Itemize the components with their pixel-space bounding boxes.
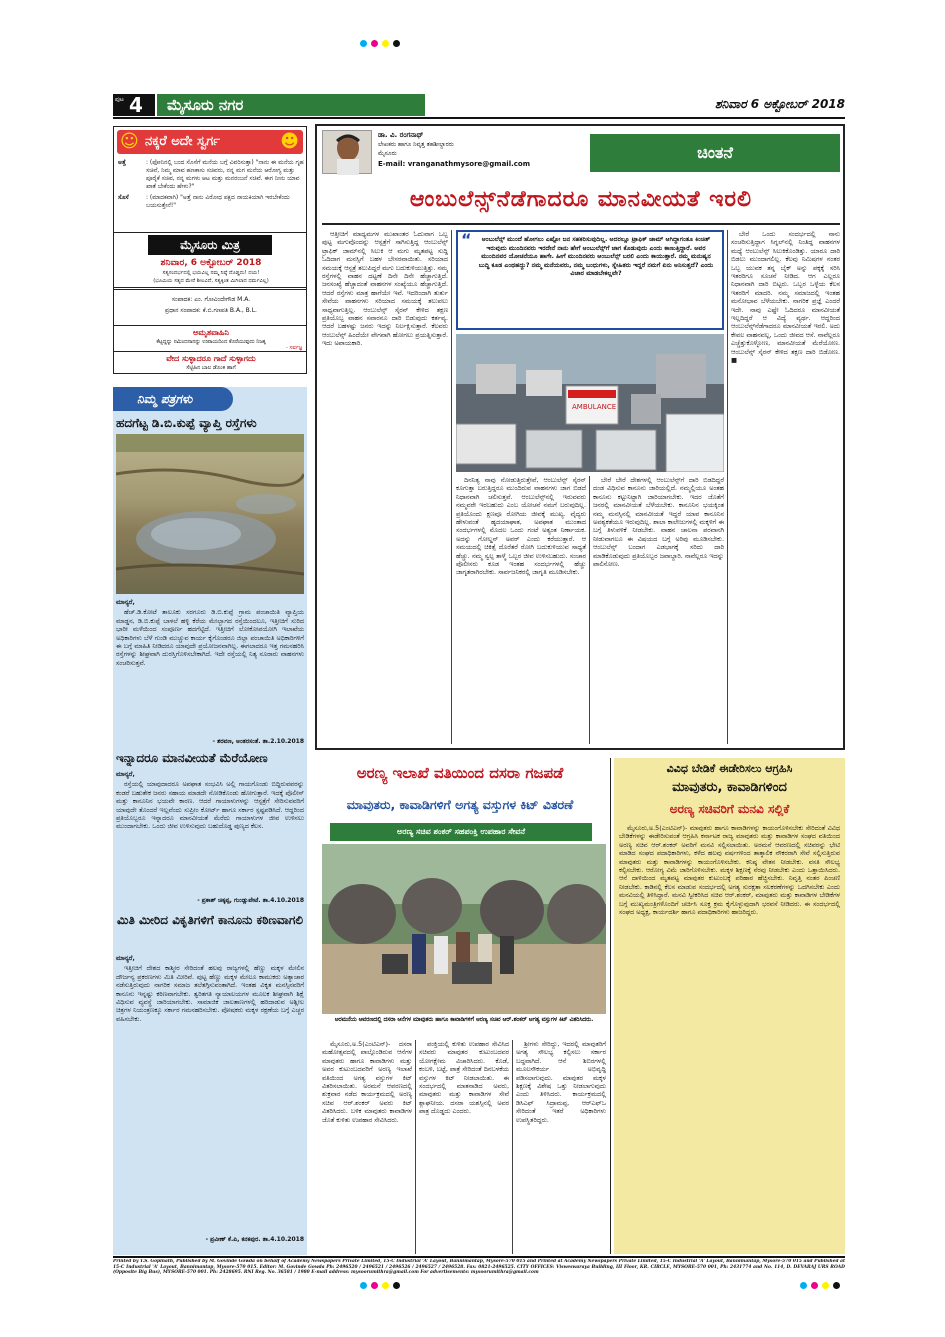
editorial-headline: ಆಂಬುಲೆನ್ಸ್‌ನೆಡೆಗಾದರೂ ಮಾನವೀಯತೆ ಇರಲಿ (409, 187, 753, 212)
author-city: ಮೈಸೂರು (378, 150, 397, 157)
letter-1-sign: - ಶರವಣ, ಅಂತರಸಂತೆ. ತಾ.2.10.2018 (212, 738, 304, 745)
story-1-subhead-bar (330, 823, 592, 841)
editorial-col-3 (593, 476, 724, 744)
editorial-col-4 (731, 230, 840, 744)
laughing-face-icon: ☺ (120, 131, 139, 152)
story-1-col-3-text: ಶ್ರೀಗಳು ಸೇರಿದ್ದು, ಇದರಲ್ಲಿ ಮಾವುತರಿಗೆ ಅಗತ್ಯ ಸೌಲಭ್ಯ ಕಲ್ಪಿಸಲು ಸರ್ಕಾರ ಬದ್ಧವಾಗಿದೆ. ಆನೆ ಶಿಬಿರಗಳಲ್ಲಿ ಮೂಲಸೌಕರ್ಯ ಅಭಿವೃದ್ಧಿ ಪಡಿಸಲಾಗುವುದು. ಮಾವುತರ ಮಕ್ಕಳ ಶಿಕ್ಷಣಕ್ಕೆ ವಿಶೇಷ ಒತ್ತು ನೀಡಲಾಗುವುದು ಎಂದು ತಿಳಿಸಿದರು. ಕಾರ್ಯಕ್ರಮದಲ್ಲಿ ಡಿಸಿಎಫ್ ಸಿದ್ರಾಮಪ್ಪ, ಆರ್‌ಎಫ್‌ಒ ಸೇರಿದಂತೆ ಇತರೆ ಅಧಿಕಾರಿಗಳು ಉಪಸ್ಥಿತರಿದ್ದರು. (516, 1040, 606, 1124)
speaker-2-line: : (ಮಾದಕವಾಗಿ) "ಅತ್ತೆ ನಾನು ವಿರೋಧ ಪಕ್ಷದ ನಾಯಕಿಯಾಗಿ ಇರಬೇಕೆಂದು ಬಯಸುತ್ತೇನೆ!" (146, 194, 290, 209)
editor-line: ಸಂಪಾದಕ: ಎಂ. ಗೋವಿಂದೇಗೌಡ M.A. (171, 296, 251, 303)
elephants-caption (322, 1016, 606, 1036)
amrutavahini-text: ಕೆಟ್ಟದ್ದನ್ನು ನಮಿಂದನಾನನ್ನು ಉಪಾಯದಿಂದ ಕೊರೆಯುವುದು ನಿಜಕ್ಕ (156, 339, 266, 345)
amrutavahini-title: ಅಮೃತವಾಹಿನಿ (193, 328, 229, 337)
letter-1-title: ಹದಗೆಟ್ಟ ಡಿ.ಬಿ.ಕುಪ್ಪೆ ವ್ಯಾಪ್ತಿ ರಸ್ತೆಗಳು (116, 416, 257, 430)
author-email[interactable]: E-mail: vranganathmysore@gmail.com (378, 160, 531, 168)
letter-3-title: ಮಿತಿ ಮೀರಿದ ವಿಕೃತಿಗಳಿಗೆ ಕಾನೂನು ಕಠಿಣವಾಗಲಿ (116, 913, 303, 927)
letter-2-text: ರಸ್ತೆಯಲ್ಲಿ ಯಾವುದಾದರೂ ಅಪಘಾತ ಸಂಭವಿಸಿ ಅಲ್ಲಿ ಗಾಯಗೊಂಡು ಬಿದ್ದಿರುವವರನ್ನು ಕಂಡರೆ ಬಹುತೇಕ ಜನರು ಸಹಾಯ ಮಾಡದೇ ನೋಡಿಕೊಂಡು ಹೋಗುತ್ತಾರೆ. ಇದಕ್ಕೆ ಪೊಲೀಸ್ ಮತ್ತು ಕಾನೂನಿನ ಭಯವೇ ಕಾರಣ. ಆದರೆ ಗಾಯಾಳುಗಳನ್ನು ಆಸ್ಪತ್ರೆಗೆ ಸೇರಿಸುವವರಿಗೆ ಯಾವುದೇ ತೊಂದರೆ ಇಲ್ಲವೆಂದು ಸುಪ್ರೀಂ ಕೋರ್ಟ್ ಹಾಗೂ ಸರ್ಕಾರ ಸ್ಪಷ್ಟಪಡಿಸಿದೆ. ಆದ್ದರಿಂದ ಪ್ರತಿಯೊಬ್ಬರೂ ಇನ್ನಾದರೂ ಮಾನವೀಯತೆ ಮೆರೆದು ಗಾಯಾಳುಗಳ ಜೀವ ಉಳಿಸಲು ಮುಂದಾಗಬೇಕು. ಒಂದು ಜೀವ ಉಳಿಸುವುದು ಬಹುದೊಡ್ಡ ಪುಣ್ಯದ ಕೆಲಸ. (116, 780, 304, 831)
proverb-2: ಸೆಟ್ಟಿಹಿನ ಬಾಲ ಡೊಂಕ ಹಾಗೆ (186, 365, 236, 371)
elephants-photo (322, 844, 606, 1014)
story-1-headline-2-text: ಮಾವುತರು, ಕಾವಾಡಿಗಳಿಗೆ ಅಗತ್ಯ ವಸ್ತುಗಳ ಕಿಟ್ ವಿತರಣೆ (346, 797, 574, 812)
pullquote-text: ಆಂಬುಲೆನ್ಸ್ ಮುಂದೆ ಹೋಗಲು ಎಷ್ಟೋ ಜನ ಸಹಕರಿಸುವುದಿಲ್ಲ. ಅದರಲ್ಲೂ ಟ್ರಾಫಿಕ್ ಜಾಮ್ ಆಗಿದ್ದಾಗಂತೂ ಕಿಂಚಿತ್ ಇರುವುದು ಮುಂದಿನವರು ಇರದೇನೆ ನಾನು ಹೇಗೆ ಆಂಬುಲೆನ್ಸ್‌ಗೆ ಜಾಗ ಕೊಡುವುದು ಎಂದು ಕಾಣುತ್ತಿದ್ದಾರೆ. ಅವರ ಮುಂದಿನವರ ಯೋಚನೆಯೂ ಹಾಗೇ. ಹೀಗೆ ಮುಂದಿನವರು ಆಂಬುಲೆನ್ಸ್ ಬರಲಿ ಎಂದು ಕಾಯುತ್ತಾರೆ. ನಮ್ಮ ಮನುಷ್ಯನ ಬುದ್ಧಿ ಕೂಡ ಎಂಥಹದ್ದು? ನಮ್ಮ ಮನೆಯವರು, ನಮ್ಮ ಬಂಧುಗಳು, ಸ್ನೇಹಿತರು ಇದ್ದರೆ ನಮಗೆ ಏನು ಅನಿಸುತ್ತದೆ? ಎಂದು ವಿಚಾರ ಮಾಡಬೇಕಲ್ಲವೇ? (478, 236, 714, 278)
masthead-logo-bar (148, 235, 272, 255)
story-2-headline-1: ವಿವಿಧ ಬೇಡಿಕೆ ಈಡೇರಿಸಲು ಆಗ್ರಹಿಸಿ (666, 762, 793, 775)
story-1-headline-1 (315, 758, 605, 788)
road-photo-illustration (116, 434, 304, 594)
story-1-col-2-text: ಪಂಕ್ತಿಯಲ್ಲಿ ಕುಳಿತು ಉಪಹಾರ ಸೇವಿಸಿದ ಸಚಿವರು ಮಾವುತರ ಕುಟುಂಬದವರ ಯೋಗಕ್ಷೇಮ ವಿಚಾರಿಸಿದರು. ಕೊಡೆ, ಕಂಬಳಿ, ಬಟ್ಟೆ, ಪಾತ್ರೆ ಸೇರಿದಂತೆ ದಿನಬಳಕೆಯ ವಸ್ತುಗಳ ಕಿಟ್ ನೀಡಲಾಯಿತು. ಈ ಸಂದರ್ಭದಲ್ಲಿ ಮಾತನಾಡಿದ ಅವರು, ಮಾವುತರು ಮತ್ತು ಕಾವಾಡಿಗಳ ಸೇವೆ ಶ್ಲಾಘನೀಯ. ದಸರಾ ಯಶಸ್ಸಿನಲ್ಲಿ ಅವರ ಪಾತ್ರ ದೊಡ್ಡದು ಎಂದರು. (419, 1040, 509, 1116)
column-name-bar (590, 134, 840, 172)
elephants-photo-illustration (322, 844, 606, 1014)
story-1-col-2 (419, 1040, 509, 1254)
story-1-subhead: ಅರಣ್ಯ ಸಚಿವ ಶಂಕರ್ ಸಹಪಂಕ್ತಿ ಉಪಹಾರ ಸೇವನೆ (396, 827, 526, 836)
letter-2-body (116, 770, 304, 896)
story-1-col-3 (516, 1040, 606, 1254)
story-1-divider-2 (512, 1040, 513, 1254)
nakkare-title-bar (117, 130, 303, 154)
page-number-box (113, 94, 155, 116)
editorial-col-4-text: ಬೇರೆ ಒಂದು ಸಂದರ್ಭದಲ್ಲಿ ನಾನು ಸಂಚರಿಸುತ್ತಿದ್ದಾಗ ಸಿಗ್ನಲ್‌ನಲ್ಲಿ ನಿಂತಿದ್ದ ವಾಹನಗಳ ಮಧ್ಯೆ ಆಂಬುಲೆನ್ಸ್ ಸಿಲುಕಿಕೊಂಡಿತ್ತು. ಯಾರೂ ದಾರಿ ಬಿಡಲು ಮುಂದಾಗಲಿಲ್ಲ. ಕೆಲವು ನಿಮಿಷಗಳ ನಂತರ ಒಬ್ಬ ಯುವಕ ತನ್ನ ಬೈಕ್ ಅನ್ನು ಪಕ್ಕಕ್ಕೆ ಸರಿಸಿ ಇತರರಿಗೂ ಸೂಚನೆ ನೀಡಿದ. ಆಗ ಎಲ್ಲರೂ ನಿಧಾನವಾಗಿ ದಾರಿ ಬಿಟ್ಟರು. ಒಬ್ಬರ ಒಳ್ಳೆಯ ಕೆಲಸ ಇತರರಿಗೆ ಮಾದರಿ. ನಮ್ಮ ಸಮಾಜದಲ್ಲಿ ಇಂತಹ ಮನೋಭಾವ ಬೆಳೆಯಬೇಕು. ನಾಗರಿಕ ಪ್ರಜ್ಞೆ ಎಂದರೆ ಇದೇ. ನಾವು ಎಷ್ಟೇ ಓದಿದರೂ ಮಾನವೀಯತೆ ಇಲ್ಲದಿದ್ದರೆ ಆ ವಿದ್ಯೆ ವ್ಯರ್ಥ. ಆದ್ದರಿಂದ ಆಂಬುಲೆನ್ಸ್‌ನೆಡೆಗಾದರೂ ಮಾನವೀಯತೆ ಇರಲಿ. ಅದು ಕೇವಲ ವಾಹನವಲ್ಲ, ಒಂದು ಜೀವದ ಆಸೆ. ನಾವೆಲ್ಲರೂ ಎಚ್ಚೆತ್ತುಕೊಳ್ಳೋಣ, ಮಾನವೀಯತೆ ಮೆರೆಯೋಣ. ಆಂಬುಲೆನ್ಸ್ ಸೈರನ್ ಕೇಳಿದ ತಕ್ಷಣ ದಾರಿ ಬಿಡೋಣ. ■ (731, 230, 840, 365)
story-2-headline-3: ಅರಣ್ಯ ಸಚಿವರಿಗೆ ಮನವಿ ಸಲ್ಲಿಕೆ (669, 802, 790, 816)
letter-3-salute: ಮಾನ್ಯರೆ, (116, 954, 135, 962)
quote-mark-icon: “ (461, 230, 472, 249)
registration-dots-bottom-right (800, 1282, 840, 1289)
imprint-text: Printed by T.S. Gopinath, Published by M. Govinde Gowda on behalf of Academy Newspapers Private Limited, 15-C Industrial 'A' Layout, Bannimantap, Mysore-570 015 and Printed at Academy Newspapers Private Limited, 15-C Industrial 'A' Layout, Bannimantap, Mysore-570 015 and Published at 15-C Industrial 'A' Layout, Bannimantap, Mysore-570 015. Editor: M. Govinde Gowda Ph: 2496520 / 2496521 / 2496526 / 2496527 / 2496528. Fax: 0821-2496525. CITY OFFICES: Visweswaraya Building, III Floor, KR. CIRCLE, MYSORE-570 001, Ph: 2431774 and No. 114, D. DEVARAJ URS ROAD (Opposite Big Bus), MYSORE-570 001. Ph: 2428695. RNI Reg. No. 36581 / 1980 E-mail address: mysoorumithra@gmail.com For advertisements: mysoorumithra@gmail.com (113, 1259, 845, 1276)
editorial-col-2-text: ದಿನನಿತ್ಯ ನಾವು ನೋಡುತ್ತಿರುತ್ತೇವೆ, ಆಂಬುಲೆನ್ಸ್ ಸೈರನ್ ಕೂಗುತ್ತಾ ಬರುತ್ತಿದ್ದರೂ ಮುಂದಿರುವ ವಾಹನಗಳು ಜಾಗ ಬಿಡದೆ ನಿಧಾನವಾಗಿ ಚಲಿಸುತ್ತವೆ. ಆಂಬುಲೆನ್ಸ್‌ನಲ್ಲಿ ಇರುವವರು ನಮ್ಮವರೇ ಇರಬಹುದು ಎಂಬ ಯೋಚನೆ ನಮಗೆ ಬರುವುದಿಲ್ಲ. ಪ್ರತಿಯೊಂದು ಕ್ಷಣವೂ ರೋಗಿಯ ಜೀವಕ್ಕೆ ಮುಖ್ಯ. ವೈದ್ಯರು ಹೇಳುವಂತೆ ಹೃದಯಾಘಾತ, ಅಪಘಾತ ಮುಂತಾದ ಸಂದರ್ಭಗಳಲ್ಲಿ ಮೊದಲ ಒಂದು ಗಂಟೆ ಅತ್ಯಂತ ನಿರ್ಣಾಯಕ. ಅದನ್ನು ಗೋಲ್ಡನ್ ಅವರ್ ಎಂದು ಕರೆಯುತ್ತಾರೆ. ಆ ಸಮಯದಲ್ಲಿ ಚಿಕಿತ್ಸೆ ದೊರೆತರೆ ರೋಗಿ ಬದುಕುಳಿಯುವ ಸಾಧ್ಯತೆ ಹೆಚ್ಚು. ನಮ್ಮ ಸ್ವಲ್ಪ ತಾಳ್ಮೆ ಒಬ್ಬರ ಜೀವ ಉಳಿಸಬಹುದು. ಸಂಚಾರ ಪೊಲೀಸರು ಕೂಡ ಇಂತಹ ಸಂದರ್ಭಗಳಲ್ಲಿ ಹೆಚ್ಚು ಜಾಗೃತರಾಗಿರಬೇಕು. ಸಾರ್ವಜನಿಕರಲ್ಲಿ ಜಾಗೃತಿ ಮೂಡಿಸಬೇಕು. (456, 476, 586, 577)
story-1-col-1-text: ಮೈಸೂರು,ಅ.5(ಎಂಟಿಎನ್)- ದಸರಾ ಮಹೋತ್ಸವದಲ್ಲಿ ಪಾಲ್ಗೊಂಡಿರುವ ಆನೆಗಳ ಮಾವುತರು ಹಾಗೂ ಕಾವಾಡಿಗಳು ಮತ್ತು ಅವರ ಕುಟುಂಬದವರಿಗೆ ಅರಣ್ಯ ಇಲಾಖೆ ವತಿಯಿಂದ ಅಗತ್ಯ ವಸ್ತುಗಳ ಕಿಟ್ ವಿತರಿಸಲಾಯಿತು. ಅರಮನೆ ಆವರಣದಲ್ಲಿ ಶುಕ್ರವಾರ ನಡೆದ ಕಾರ್ಯಕ್ರಮದಲ್ಲಿ ಅರಣ್ಯ ಸಚಿವ ಆರ್.ಶಂಕರ್ ಅವರು ಕಿಟ್ ವಿತರಿಸಿದರು. ಬಳಿಕ ಮಾವುತರು ಕಾವಾಡಿಗಳ ಜೊತೆ ಕುಳಿತು ಉಪಹಾರ ಸೇವಿಸಿದರು. (322, 1040, 412, 1124)
speaker-1-line: : (ಫೋನಿನಲ್ಲಿ ಬಂದ ಸೊಸೆಗೆ ಮನೆಯ ಬಗ್ಗೆ ವಿವರಿಸುತ್ತಾ) "ನಾನು ಈ ಮನೆಯ ಗೃಹ ಸಚಿವೆ, ನಿಮ್ಮ ಮಾವ ಹಣಕಾಸು ಸಚಿವರು, ನನ್ನ ಮಗ ಮನೆಯ ಆರೋಗ್ಯ ಮತ್ತು ಪೂರೈಕೆ ಸಚಿವ, ನನ್ನ ಮಗಳು ಆಟ ಮತ್ತು ಮನರಂಜನೆ ಸಚಿವೆ. ಈಗ ನೀನು ಯಾವ ಖಾತೆ ಬೇಕೆಂದು ಹೇಳು?" (146, 159, 304, 190)
chief-editor-line: ಪ್ರಧಾನ ಸಂಪಾದಕ: ಕೆ.ಬಿ.ಗಣಪತಿ B.A., B.L. (165, 307, 257, 314)
editorial-col-1 (322, 230, 448, 744)
masthead-credits (113, 290, 307, 326)
road-photo (116, 434, 304, 594)
amrutavahini-author: - ಸರ್ವಜ್ಞ (285, 345, 302, 351)
nakkare-dialogue (118, 159, 304, 210)
traffic-photo-illustration (456, 334, 724, 472)
headline-rule (322, 223, 840, 225)
editorial-col-3-text: ಬೇರೆ ಬೇರೆ ದೇಶಗಳಲ್ಲಿ ಆಂಬುಲೆನ್ಸ್‌ಗೆ ದಾರಿ ಬಿಡದಿದ್ದರೆ ದಂಡ ವಿಧಿಸುವ ಕಾನೂನು ಜಾರಿಯಲ್ಲಿದೆ. ನಮ್ಮಲ್ಲಿಯೂ ಅಂತಹ ಕಾನೂನು ಕಟ್ಟುನಿಟ್ಟಾಗಿ ಜಾರಿಯಾಗಬೇಕು. ಇದರ ಜೊತೆಗೆ ಜನರಲ್ಲಿ ಮಾನವೀಯತೆ ಬೆಳೆಯಬೇಕು. ಕಾನೂನಿನ ಭಯಕ್ಕಿಂತ ನಮ್ಮ ಮನಸ್ಸಿನಲ್ಲಿ ಮಾನವೀಯತೆ ಇದ್ದರೆ ಯಾವ ಕಾನೂನಿನ ಅವಶ್ಯಕತೆಯೂ ಇರುವುದಿಲ್ಲ. ಶಾಲಾ ಕಾಲೇಜುಗಳಲ್ಲಿ ಮಕ್ಕಳಿಗೆ ಈ ಬಗ್ಗೆ ತಿಳುವಳಿಕೆ ನೀಡಬೇಕು. ವಾಹನ ಚಾಲನಾ ಪರವಾನಗಿ ನೀಡುವಾಗಲೂ ಈ ವಿಷಯದ ಬಗ್ಗೆ ಅರಿವು ಮೂಡಿಸಬೇಕು. ಆಂಬುಲೆನ್ಸ್ ಬಂದಾಗ ಎಡಭಾಗಕ್ಕೆ ಸರಿದು ದಾರಿ ಮಾಡಿಕೊಡುವುದು ಪ್ರತಿಯೊಬ್ಬರ ಜವಾಬ್ದಾರಿ. ನಾವೆಲ್ಲರೂ ಇದನ್ನು ಪಾಲಿಸೋಣ. (593, 476, 724, 569)
column-name: ಚಿಂತನೆ (697, 143, 733, 162)
page-label: ಪುಟ (115, 96, 124, 103)
cartoon-icon: ☻ (280, 131, 299, 152)
letter-2-salute: ಮಾನ್ಯರೆ, (116, 770, 135, 778)
story-2-divider (610, 758, 611, 1254)
header-date: ಶನಿವಾರ 6 ಅಕ್ಟೋಬರ್ 2018 (715, 97, 845, 111)
letter-3-body (116, 954, 304, 1230)
author-name: ಡಾ. ವಿ. ರಂಗನಾಥ್ (378, 131, 424, 139)
speaker-2: ಸೊಸೆ (118, 194, 129, 201)
story-1-headline-1-text: ಅರಣ್ಯ ಇಲಾಖೆ ವತಿಯಿಂದ ದಸರಾ ಗಜಪಡೆ (356, 764, 564, 782)
letter-1-text: ಹೆಚ್.ಡಿ.ಕೋಟೆ ತಾಲೂಕು ಸರಗೂರು ಡಿ.ಬಿ.ಕುಪ್ಪೆ ಗ್ರಾಮ ಪಂಚಾಯಿತಿ ವ್ಯಾಪ್ತಿಯ ಮಾಡ್ಡನ, ಡಿ.ಬಿ.ಕುಪ್ಪೆ ಬಾಳಲೆ ಹಳ್ಳಿ ಕೆರೆಯ ಮೇಲ್ಭಾಗದ ರಸ್ತೆಯಿಂದಲೂ, ಇತ್ತೀಚಿಗೆ ಸುರಿದ ಭಾರೀ ಮಳೆಯಿಂದ ಸಂಪೂರ್ಣ ಹದಗೆಟ್ಟಿದೆ. ಇತ್ತೀಚಿಗೆ ಲೋಕೋಪಯೋಗಿ ಇಲಾಖೆಯ ಅಧಿಕಾರಿಗಳು ಬೆಳೆ ಗುಂಡಿ ಮುಚ್ಚುವ ಕಾರ್ಯ ಕೈಗೊಂಡರೂ ಜಿಲ್ಲಾ ಪಂಚಾಯಿತಿ ಅಧಿಕಾರಿಗಳಿಗೆ ಈ ಬಗ್ಗೆ ಮಾಹಿತಿ ನೀಡಿದರೂ ಯಾವುದೇ ಪ್ರಯೋಜನವಾಗಿಲ್ಲ. ಈಗಲಾದರೂ ಇತ್ತ ಗಮನಹರಿಸಿ ರಸ್ತೆಗಳನ್ನು ಶೀಘ್ರವಾಗಿ ದುರಸ್ತಿಗೊಳಿಸಬೇಕಾಗಿದೆ. ಇದೇ ರಸ್ತೆಯಲ್ಲಿ ನಿತ್ಯ ನೂರಾರು ವಾಹನಗಳು ಸಂಚರಿಸುತ್ತವೆ. (116, 608, 304, 667)
letter-3-sign: - ಪ್ರವೀಣ್ ಕೆ.ಪಿ, ಕನಕಪುರ. ತಾ.4.10.2018 (205, 1236, 304, 1243)
letter-1-body (116, 598, 304, 736)
story-1-col-1 (322, 1040, 412, 1254)
col-divider-1 (451, 230, 452, 744)
section-title: ಮೈಸೂರು ನಗರ (167, 96, 244, 114)
story-2-headline-2: ಮಾವುತರು, ಕಾವಾಡಿಗಳಿಂದ (672, 780, 787, 795)
masthead-line1: ಸತ್ಯಸಂದರ್ಭದಲ್ಲಿ ಭಯವಿಲ್ಲ ನಮ್ಮ ನಿಷ್ಠೆ ದೊಡ್ಡದು! ದಯ! (162, 270, 260, 276)
letter-1-salute: ಮಾನ್ಯರೆ, (116, 598, 135, 606)
story-2-body (619, 824, 840, 1248)
page-number: 4 (129, 93, 143, 117)
letters-title: ನಿಮ್ಮ ಪತ್ರಗಳು (137, 392, 193, 406)
editorial-col-2 (456, 476, 586, 744)
story-2-box (614, 758, 845, 1254)
proverb-1: ವೇದ ಸುಳ್ಳಾದರೂ ಗಾದೆ ಸುಳ್ಳಾಗದು (166, 354, 256, 363)
registration-dots-bottom (360, 1282, 400, 1289)
masthead-date: ಶನಿವಾರ, 6 ಅಕ್ಟೋಬರ್ 2018 (160, 258, 262, 268)
masthead-logo: ಮೈಸೂರು ಮಿತ್ರ (180, 238, 240, 252)
imprint-box (113, 1259, 845, 1281)
header-rule (113, 117, 845, 119)
col-divider-3 (727, 230, 728, 744)
col-divider-2 (589, 476, 590, 744)
masthead-line2: (ಭೂಮಿಯ ಸತ್ಯದ ಮೇರೆ ಶೀಲವಿದೆ, ಸತ್ಯಕ್ಕಿಂತ ಮಿಗಿಲಾದ ಧರ್ಮವಿಲ್ಲ) (153, 278, 269, 284)
pullquote-box (456, 230, 724, 330)
author-role: ಲೇಖಕರು ಹಾಗೂ ನಿವೃತ್ತ ತಹಶೀಲ್ದಾರರು (378, 141, 454, 148)
nakkare-title: ನಕ್ಕರೆ ಅದೇ ಸ್ವರ್ಗ (145, 134, 220, 149)
masthead-box (113, 232, 307, 288)
speaker-1: ಅತ್ತೆ (118, 159, 126, 166)
registration-dots-top (360, 40, 400, 47)
proverb-box (113, 352, 307, 374)
letters-title-bar (113, 387, 233, 411)
elephants-caption-text: ಅರಮನೆಯ ಆವರಣದಲ್ಲಿ ದಸರಾ ಆನೆಗಳ ಮಾವುತರು ಹಾಗೂ ಕಾವಾಡಿಗಳಿಗೆ ಅರಣ್ಯ ಸಚಿವ ಆರ್.ಶಂಕರ್ ಅಗತ್ಯ ವಸ್ತುಗಳ ಕಿಟ್ ವಿತರಿಸಿದರು. (334, 1017, 594, 1023)
traffic-photo (456, 334, 724, 472)
amrutavahini-box (113, 326, 307, 352)
story-1-divider-1 (415, 1040, 416, 1254)
ambulance-label: AMBULANCE (572, 403, 617, 411)
story-1-headline-2 (315, 788, 605, 822)
editorial-col-1-text: ಆತ್ತೀಚಿಗೆ ಮಾಧ್ಯಮಗಳ ಮುಖಾಂತರ ಓದುವಾಗ ಒಬ್ಬ ಪುಟ್ಟ ಮಗುವೊಂದನ್ನು ಆಸ್ಪತ್ರೆಗೆ ಸಾಗಿಸುತ್ತಿದ್ದ ಆಂಬುಲೆನ್ಸ್ ಟ್ರಾಫಿಕ್ ಜಾಮ್‌ನಲ್ಲಿ ಸಿಲುಕಿ ಆ ಮಗು ಮೃತಪಟ್ಟ ಸುದ್ದಿ ಓದಿದಾಗ ಮನಸ್ಸಿಗೆ ಬಹಳ ಬೇಸರವಾಯಿತು. ಸರಿಯಾದ ಸಮಯಕ್ಕೆ ಆಸ್ಪತ್ರೆ ತಲುಪಿದ್ದರೆ ಮಗು ಬದುಕುಳಿಯುತ್ತಿತ್ತು. ನಮ್ಮ ರಸ್ತೆಗಳಲ್ಲಿ ವಾಹನ ದಟ್ಟಣೆ ದಿನೇ ದಿನೇ ಹೆಚ್ಚಾಗುತ್ತಿದೆ. ಜನಸಂಖ್ಯೆ ಹೆಚ್ಚಾದಂತೆ ವಾಹನಗಳ ಸಂಖ್ಯೆಯೂ ಹೆಚ್ಚಾಗುತ್ತಿದೆ. ಆದರೆ ರಸ್ತೆಗಳು ಮಾತ್ರ ಹಾಗೆಯೇ ಇವೆ. ಇದರಿಂದಾಗಿ ತುರ್ತು ಸೇವೆಯ ವಾಹನಗಳು ಸರಿಯಾದ ಸಮಯಕ್ಕೆ ತಲುಪಲು ಸಾಧ್ಯವಾಗುತ್ತಿಲ್ಲ. ಆಂಬುಲೆನ್ಸ್ ಸೈರನ್ ಕೇಳಿದ ತಕ್ಷಣ ಪ್ರತಿಯೊಬ್ಬ ವಾಹನ ಸವಾರನೂ ದಾರಿ ಬಿಡುವುದು ಕರ್ತವ್ಯ. ಆದರೆ ಬಹಳಷ್ಟು ಜನರು ಇದನ್ನು ನಿರ್ಲಕ್ಷಿಸುತ್ತಾರೆ. ಕೆಲವರು ಆಂಬುಲೆನ್ಸ್ ಹಿಂದೆಯೇ ವೇಗವಾಗಿ ಹೋಗಲು ಪ್ರಯತ್ನಿಸುತ್ತಾರೆ. ಇದು ಅಪಾಯಕಾರಿ. (322, 230, 448, 348)
author-portrait-icon (323, 131, 373, 175)
letter-2-title: ಇನ್ನಾದರೂ ಮಾನವೀಯತೆ ಮೆರೆಯೋಣ (116, 751, 268, 765)
author-photo (322, 130, 372, 174)
imprint-rule (113, 1256, 845, 1258)
letter-3-title-box (116, 911, 304, 949)
story-2-body-text: ಮೈಸೂರು,ಅ.5(ಎಂಟಿಎನ್)- ಮಾವುತರು ಹಾಗೂ ಕಾವಾಡಿಗಳನ್ನು ಕಾಯಂಗೊಳಿಸಬೇಕು ಸೇರಿದಂತೆ ವಿವಿಧ ಬೇಡಿಕೆಗಳನ್ನು ಈಡೇರಿಸುವಂತೆ ಆಗ್ರಹಿಸಿ ಕರ್ನಾಟಕ ರಾಜ್ಯ ಮಾವುತರು ಮತ್ತು ಕಾವಾಡಿಗಳ ಸಂಘದ ವತಿಯಿಂದ ಅರಣ್ಯ ಸಚಿವ ಆರ್.ಶಂಕರ್ ಅವರಿಗೆ ಮನವಿ ಸಲ್ಲಿಸಲಾಯಿತು. ಅರಮನೆ ಆವರಣದಲ್ಲಿ ಸಚಿವರನ್ನು ಭೇಟಿ ಮಾಡಿದ ಸಂಘದ ಪದಾಧಿಕಾರಿಗಳು, ಕಳೆದ ಹಲವು ವರ್ಷಗಳಿಂದ ತಾತ್ಕಾಲಿಕ ನೌಕರರಾಗಿ ಸೇವೆ ಸಲ್ಲಿಸುತ್ತಿರುವ ಮಾವುತರು ಮತ್ತು ಕಾವಾಡಿಗಳನ್ನು ಕಾಯಂಗೊಳಿಸಬೇಕು. ಕನಿಷ್ಠ ವೇತನ ನೀಡಬೇಕು. ವಸತಿ ಸೌಲಭ್ಯ ಕಲ್ಪಿಸಬೇಕು. ಆರೋಗ್ಯ ವಿಮೆ ಜಾರಿಗೊಳಿಸಬೇಕು. ಮಕ್ಕಳ ಶಿಕ್ಷಣಕ್ಕೆ ನೆರವು ನೀಡಬೇಕು ಎಂದು ಒತ್ತಾಯಿಸಿದರು. ಆನೆ ದಾಳಿಯಿಂದ ಮೃತಪಟ್ಟ ಮಾವುತರ ಕುಟುಂಬಕ್ಕೆ ಪರಿಹಾರ ಹೆಚ್ಚಿಸಬೇಕು. ನಿವೃತ್ತಿ ನಂತರ ಪಿಂಚಣಿ ನೀಡಬೇಕು. ಕಾಡಿನಲ್ಲಿ ಕೆಲಸ ಮಾಡುವ ಸಂದರ್ಭದಲ್ಲಿ ಅಗತ್ಯ ಸುರಕ್ಷತಾ ಸಲಕರಣೆಗಳನ್ನು ಒದಗಿಸಬೇಕು ಎಂದು ಮನವಿಯಲ್ಲಿ ತಿಳಿಸಿದ್ದಾರೆ. ಮನವಿ ಸ್ವೀಕರಿಸಿದ ಸಚಿವ ಆರ್.ಶಂಕರ್, ಮಾವುತರು ಮತ್ತು ಕಾವಾಡಿಗಳ ಬೇಡಿಕೆಗಳ ಬಗ್ಗೆ ಮುಖ್ಯಮಂತ್ರಿಗಳೊಂದಿಗೆ ಚರ್ಚಿಸಿ ಸೂಕ್ತ ಕ್ರಮ ಕೈಗೊಳ್ಳುವುದಾಗಿ ಭರವಸೆ ನೀಡಿದರು. ಈ ಸಂದರ್ಭದಲ್ಲಿ ಸಂಘದ ಅಧ್ಯಕ್ಷ, ಕಾರ್ಯದರ್ಶಿ ಹಾಗೂ ಪದಾಧಿಕಾರಿಗಳು ಹಾಜರಿದ್ದರು. (619, 824, 840, 917)
letter-2-sign: - ಪ್ರಕಾಶ್ ಚಿಕ್ಕಪ್ಪ, ಗುಂಡ್ಲುಪೇಟೆ. ತಾ.4.10.2018 (197, 897, 304, 904)
page-header (113, 92, 845, 118)
letter-3-text: ಇತ್ತೀಚಿಗೆ ದೇಶದ ಕಾಶ್ಮೀರ ಸೇರಿದಂತೆ ಹಲವು ರಾಜ್ಯಗಳಲ್ಲಿ ಹೆಣ್ಣು ಮಕ್ಕಳ ಮೇಲಿನ ದೌರ್ಜನ್ಯ ಪ್ರಕರಣಗಳು ಮಿತಿ ಮೀರಿವೆ. ಪುಟ್ಟ ಹೆಣ್ಣು ಮಕ್ಕಳ ಮೇಲೂ ಕಾಮುಕರು ಅತ್ಯಾಚಾರ ನಡೆಸುತ್ತಿರುವುದು ನಾಗರಿಕ ಸಮಾಜ ತಲೆತಗ್ಗಿಸುವಂತಾಗಿದೆ. ಇಂತಹ ವಿಕೃತ ಮನಸ್ಸಿನವರಿಗೆ ಕಾನೂನು ಇನ್ನಷ್ಟು ಕಠಿಣವಾಗಬೇಕು. ತ್ವರಿತಗತಿ ನ್ಯಾಯಾಲಯಗಳ ಮೂಲಕ ಶೀಘ್ರವಾಗಿ ಶಿಕ್ಷೆ ವಿಧಿಸುವ ವ್ಯವಸ್ಥೆ ಜಾರಿಯಾಗಬೇಕು. ಸಾಮಾಜಿಕ ಜಾಲತಾಣಗಳಲ್ಲಿ ಹರಿದಾಡುವ ಅಶ್ಲೀಲ ಚಿತ್ರಗಳ ನಿಯಂತ್ರಣಕ್ಕೂ ಸರ್ಕಾರ ಗಮನಹರಿಸಬೇಕು. ಪೋಷಕರು ಮಕ್ಕಳ ರಕ್ಷಣೆಯ ಬಗ್ಗೆ ಎಚ್ಚರ ವಹಿಸಬೇಕು. (116, 964, 304, 1023)
editorial-headline-box (322, 178, 840, 222)
